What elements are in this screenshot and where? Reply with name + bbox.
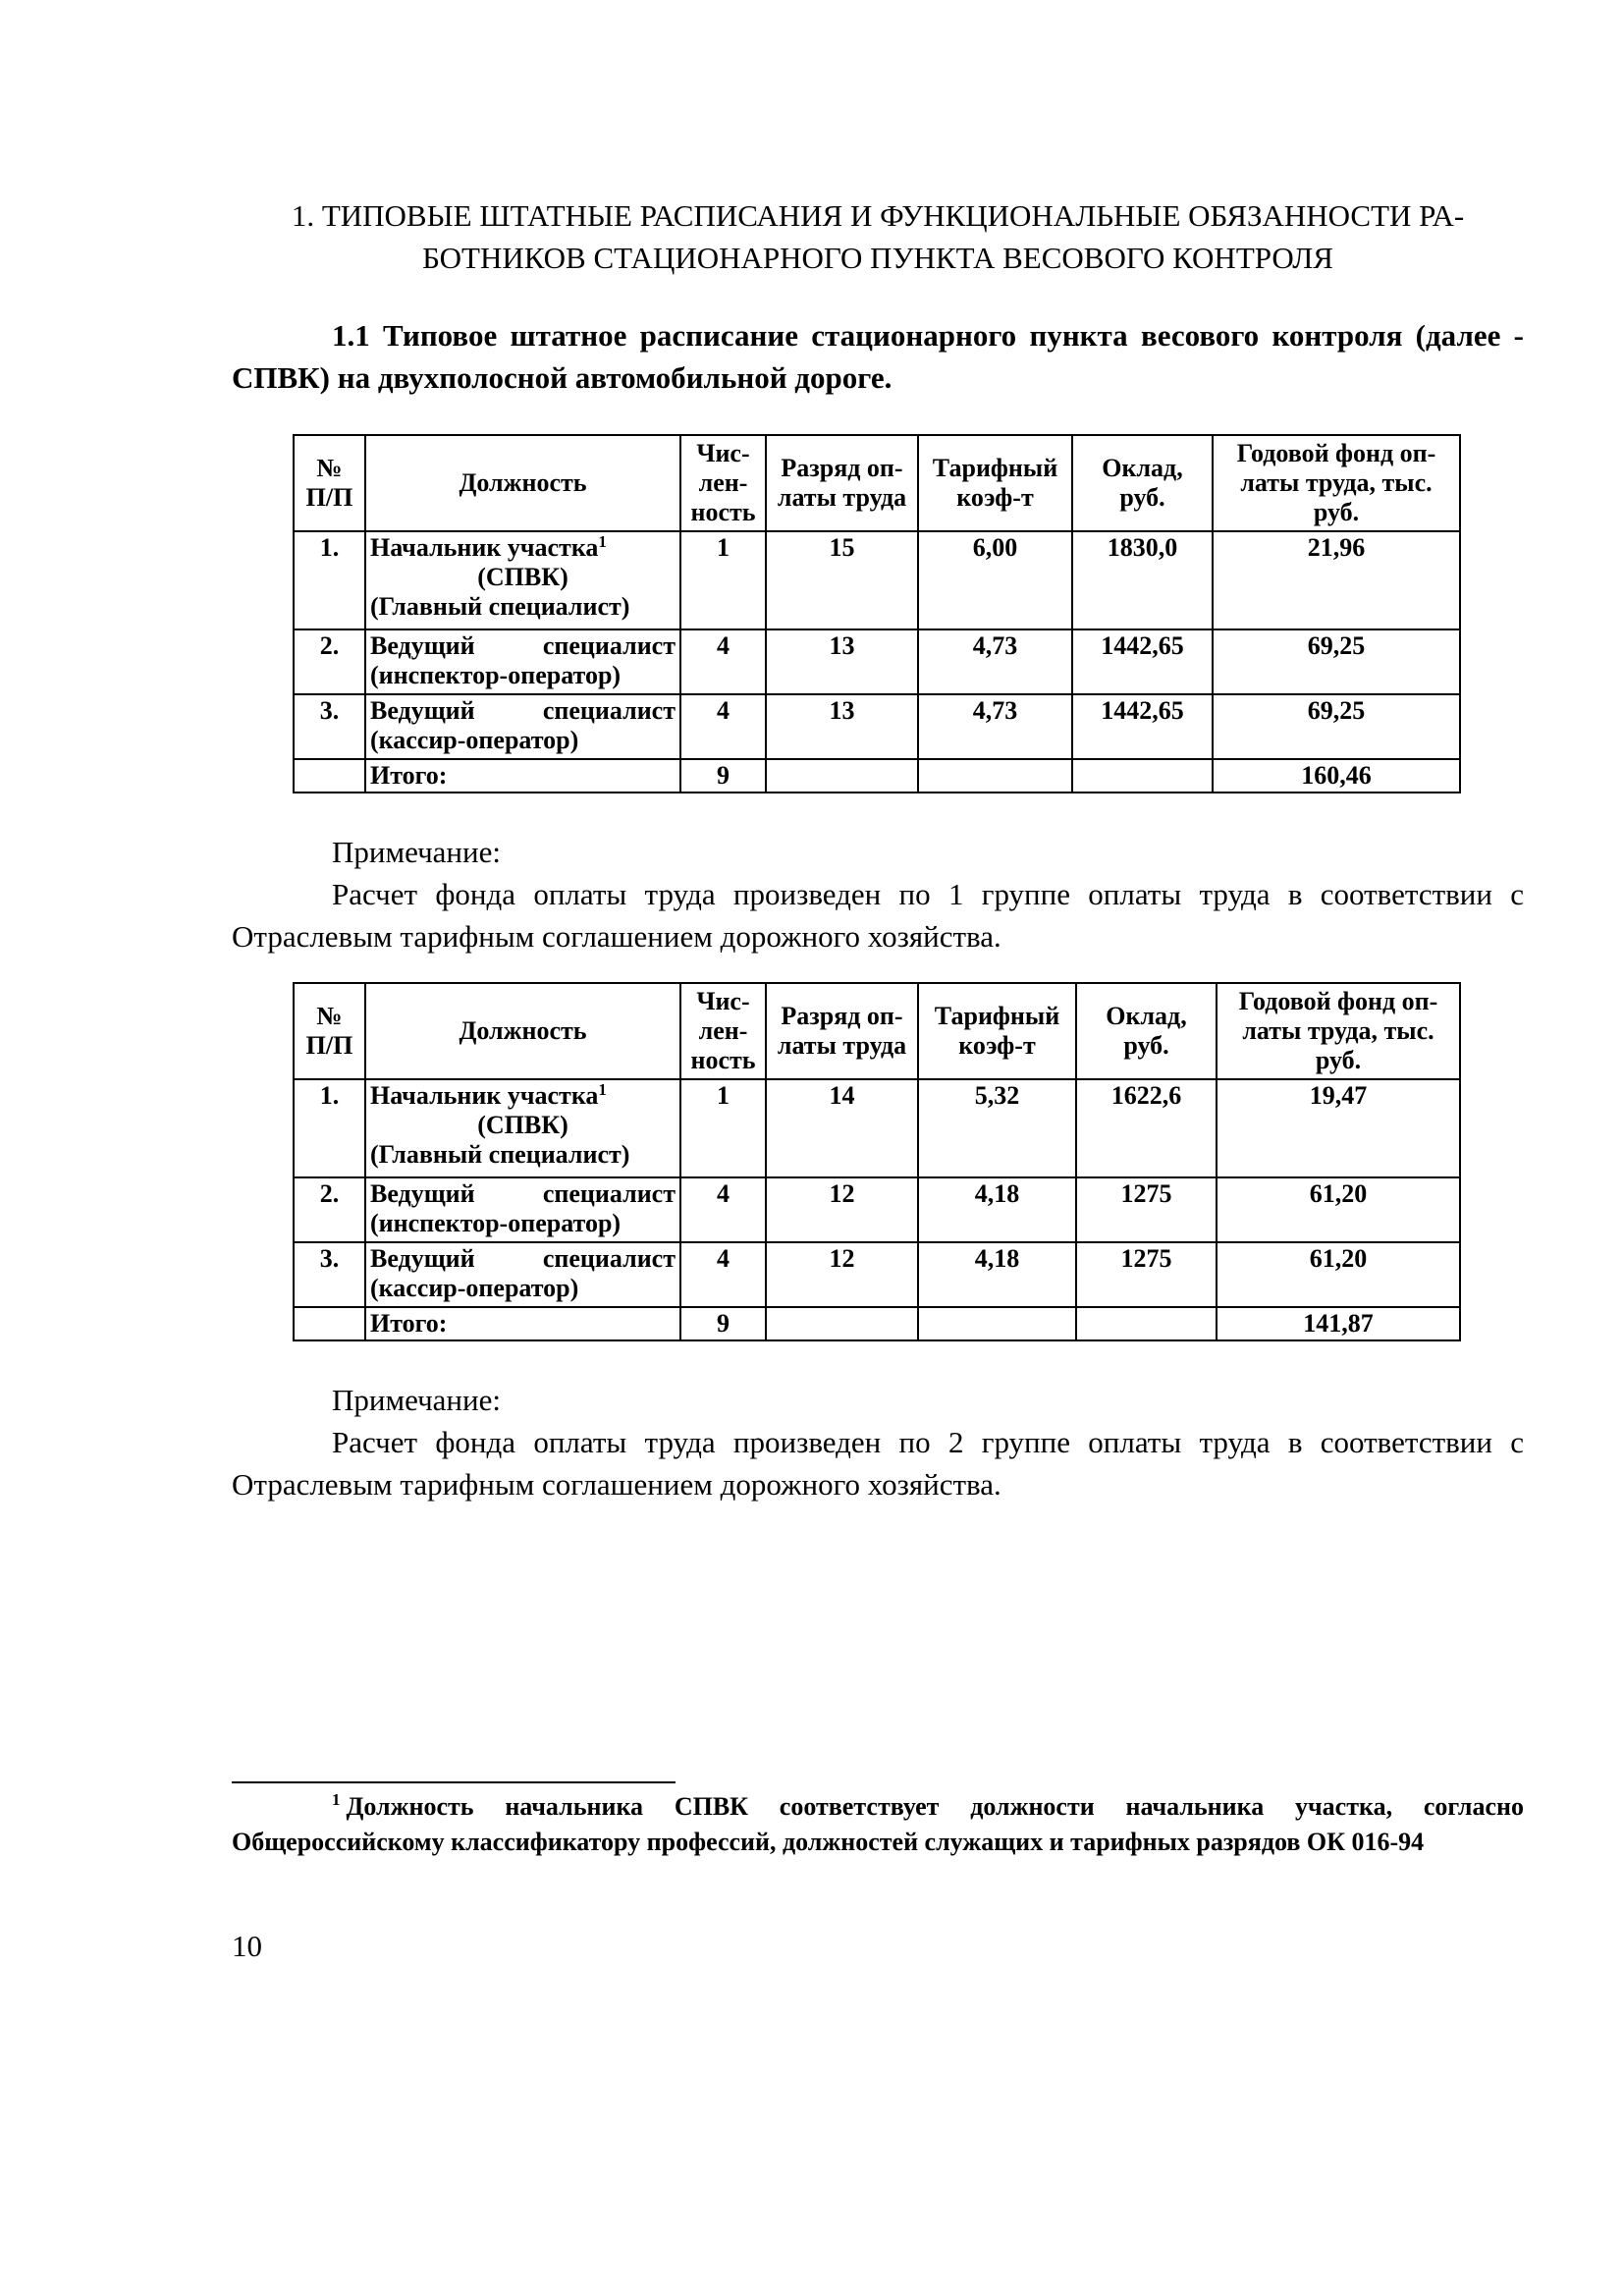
col-header-count: Чис- лен- ность	[680, 983, 766, 1079]
table-row	[294, 531, 1460, 629]
note-2	[232, 1379, 1524, 1505]
cell-position: Ведущий специалист (инспектор-оператор)	[365, 1177, 680, 1242]
cell-grade: 14	[766, 1079, 918, 1177]
cell-position: Ведущий специалист (кассир-оператор)	[365, 694, 680, 759]
cell-count: 4	[680, 1177, 766, 1242]
footnote-ref: 1	[598, 532, 607, 551]
cell-num-empty	[294, 759, 365, 793]
cell-salary: 1442,65	[1072, 694, 1213, 759]
staff-table-2	[293, 982, 1461, 1341]
cell-fund: 69,25	[1213, 629, 1460, 694]
cell-total-label: Итого:	[365, 1307, 680, 1340]
table-header-row	[294, 983, 1460, 1079]
cell-total-count: 9	[680, 1307, 766, 1340]
cell-grade: 13	[766, 629, 918, 694]
cell-fund: 61,20	[1217, 1177, 1460, 1242]
cell-grade: 12	[766, 1242, 918, 1307]
cell-count: 1	[680, 531, 766, 629]
cell-salary: 1622,6	[1076, 1079, 1217, 1177]
cell-empty	[766, 759, 918, 793]
note-text: Расчет фонда оплаты труда произведен по 2 группе оплаты труда в соответствии с Отраслевым тарифным соглашением дорожного хозяйства.	[232, 1425, 1524, 1502]
cell-fund: 19,47	[1217, 1079, 1460, 1177]
section-heading	[232, 194, 1524, 279]
cell-grade: 13	[766, 694, 918, 759]
subsection-heading: 1.1 Типовое штатное расписание стационарного пункта весового контроля (далее - СПВК) на двухполосной автомобильной дороге.	[232, 318, 1524, 395]
col-header-num: № П/П	[294, 435, 365, 531]
page-number: 10	[232, 1929, 262, 1963]
cell-empty	[918, 759, 1072, 793]
cell-num: 2.	[294, 1177, 365, 1242]
cell-salary: 1442,65	[1072, 629, 1213, 694]
table-row	[294, 1079, 1460, 1177]
table-row	[294, 1177, 1460, 1242]
staff-table-1	[293, 434, 1461, 793]
footnote-mark: 1	[332, 1790, 341, 1809]
footnote-text: Должность начальника СПВК соответствует должности начальника участка, согласно Общероссийскому классификатору профессий, должностей служащих и тарифных разрядов ОК 016-94	[232, 1792, 1524, 1856]
cell-num: 1.	[294, 531, 365, 629]
table-total-row	[294, 759, 1460, 793]
footnote	[232, 1789, 1524, 1860]
cell-count: 4	[680, 1242, 766, 1307]
cell-coef: 6,00	[918, 531, 1072, 629]
cell-num: 1.	[294, 1079, 365, 1177]
cell-empty	[918, 1307, 1076, 1340]
cell-position: Начальник участка$^1$ (СПВК) (Главный специалист)	[365, 531, 680, 629]
cell-num: 3.	[294, 1242, 365, 1307]
col-header-salary: Оклад, руб.	[1076, 983, 1217, 1079]
cell-count: 1	[680, 1079, 766, 1177]
col-header-grade: Разряд оп- латы труда	[766, 983, 918, 1079]
col-header-num: № П/П	[294, 983, 365, 1079]
col-header-coef: Тарифный коэф-т	[918, 435, 1072, 531]
cell-salary: 1830,0	[1072, 531, 1213, 629]
note-title: Примечание:	[332, 1383, 501, 1417]
cell-coef: 4,18	[918, 1242, 1076, 1307]
cell-total-count: 9	[680, 759, 766, 793]
table-total-row	[294, 1307, 1460, 1340]
cell-grade: 12	[766, 1177, 918, 1242]
cell-coef: 5,32	[918, 1079, 1076, 1177]
cell-position: Ведущий специалист (инспектор-оператор)	[365, 629, 680, 694]
col-header-fund: Годовой фонд оп- латы труда, тыс. руб.	[1217, 983, 1460, 1079]
col-header-fund: Годовой фонд оп- латы труда, тыс. руб.	[1213, 435, 1460, 531]
section-heading-line-1: 1. ТИПОВЫЕ ШТАТНЫЕ РАСПИСАНИЯ И ФУНКЦИОНАЛЬНЫЕ ОБЯЗАННОСТИ РА-	[291, 198, 1465, 233]
col-header-coef: Тарифный коэф-т	[918, 983, 1076, 1079]
col-header-position: Должность	[365, 983, 680, 1079]
cell-salary: 1275	[1076, 1177, 1217, 1242]
cell-total-label: Итого:	[365, 759, 680, 793]
note-text: Расчет фонда оплаты труда произведен по 1 группе оплаты труда в соответствии с Отраслевым тарифным соглашением дорожного хозяйства.	[232, 877, 1524, 954]
cell-total-fund: 141,87	[1217, 1307, 1460, 1340]
cell-fund: 69,25	[1213, 694, 1460, 759]
footnote-separator	[232, 1781, 676, 1783]
section-heading-line-2: БОТНИКОВ СТАЦИОНАРНОГО ПУНКТА ВЕСОВОГО КОНТРОЛЯ	[422, 241, 1333, 275]
footnote-ref: 1	[598, 1080, 607, 1099]
cell-salary: 1275	[1076, 1242, 1217, 1307]
cell-fund: 21,96	[1213, 531, 1460, 629]
cell-coef: 4,18	[918, 1177, 1076, 1242]
table-header-row	[294, 435, 1460, 531]
col-header-grade: Разряд оп- латы труда	[766, 435, 918, 531]
cell-empty	[1072, 759, 1213, 793]
cell-empty	[1076, 1307, 1217, 1340]
note-title: Примечание:	[332, 835, 501, 869]
cell-count: 4	[680, 694, 766, 759]
cell-coef: 4,73	[918, 694, 1072, 759]
table-row	[294, 629, 1460, 694]
cell-grade: 15	[766, 531, 918, 629]
col-header-salary: Оклад, руб.	[1072, 435, 1213, 531]
cell-fund: 61,20	[1217, 1242, 1460, 1307]
cell-position: Начальник участка$^1$ (СПВК) (Главный специалист)	[365, 1079, 680, 1177]
table-row	[294, 694, 1460, 759]
cell-num: 2.	[294, 629, 365, 694]
cell-position: Ведущий специалист (кассир-оператор)	[365, 1242, 680, 1307]
cell-empty	[766, 1307, 918, 1340]
col-header-count: Чис- лен- ность	[680, 435, 766, 531]
cell-num-empty	[294, 1307, 365, 1340]
cell-count: 4	[680, 629, 766, 694]
note-1	[232, 831, 1524, 957]
cell-coef: 4,73	[918, 629, 1072, 694]
col-header-position: Должность	[365, 435, 680, 531]
cell-num: 3.	[294, 694, 365, 759]
table-row	[294, 1242, 1460, 1307]
cell-total-fund: 160,46	[1213, 759, 1460, 793]
